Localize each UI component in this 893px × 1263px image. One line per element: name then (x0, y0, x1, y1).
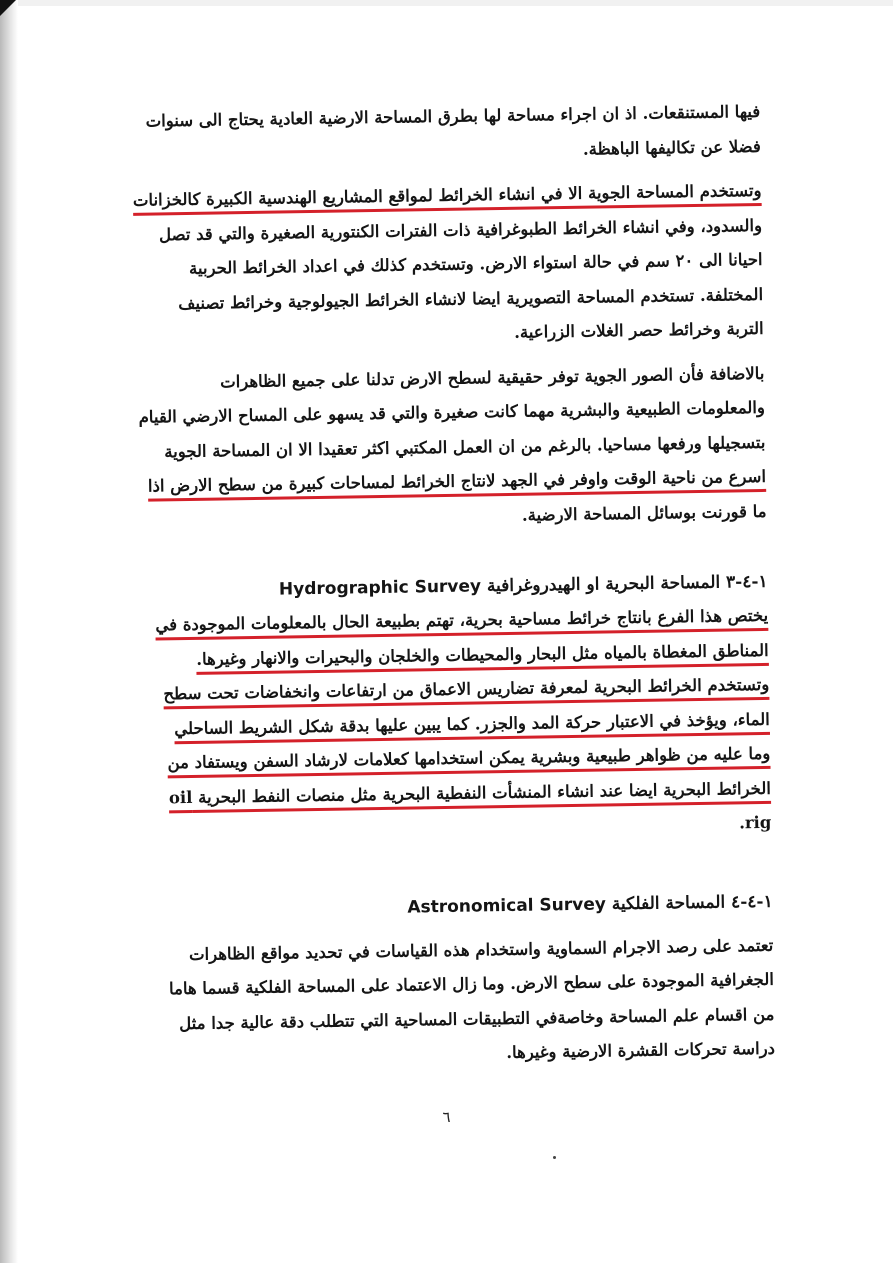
text-line: المختلفة. تستخدم المساحة التصويرية ايضا لانشاء الخرائط الجيولوجية وخرائط تصنيف (178, 284, 764, 313)
paragraph-hydro-definition (126, 599, 769, 678)
scan-corner-mark (0, 0, 16, 16)
document-page (118, 95, 775, 1076)
text-line: وتستخدم الخرائط البحرية لمعرفة تضاريس الاعماق من ارتفاعات وانخفاضات تحت سطح (163, 674, 770, 704)
section-title-ar: المساحة البحرية او الهيدروغرافية (486, 572, 721, 597)
section-title-en: Hydrographic Survey (278, 576, 482, 600)
text-line: وما عليه من ظواهر طبيعية وبشرية يمكن استخدامها كعلامات لارشاد السفن ويستفاد من (167, 743, 771, 773)
text-line: فيها المستنقعات. اذ ان اجراء مساحة لها بطرق المساحة الارضية العادية يحتاج الى سنوات (145, 101, 761, 131)
text-line: المناطق المغطاة بالمياه مثل البحار والمحيطات والخلجان والبحيرات والانهار وغيرها. (196, 640, 769, 669)
text-line: الخرائط البحرية ايضا عند انشاء المنشأت النفطية البحرية مثل منصات النفط البحرية oil (168, 778, 771, 807)
text-line: الماء، ويؤخذ في الاعتبار حركة المد والجزر. كما يبين عليها بدقة شكل الشريط الساحلي (174, 709, 770, 738)
text-line: والسدود، وفي انشاء الخرائط الطبوغرافية ذات الفترات الكنتورية الصغيرة والتي قد تصل (158, 215, 763, 244)
scan-speck (553, 1156, 556, 1159)
text-line: من اقسام علم المساحة وخاصةفي التطبيقات المساحية التي تتطلب دقة عالية جدا مثل (179, 1004, 775, 1033)
section-number: ١-٤-٣ (725, 571, 768, 593)
text-line: فضلا عن تكاليفها الباهظة. (582, 136, 761, 159)
section-title-ar: المساحة الفلكية (611, 892, 726, 914)
scan-left-edge (0, 0, 18, 1263)
paragraph-astronomical (131, 928, 775, 1076)
page-number: ٦ (442, 1108, 451, 1126)
text-line: ما قورنت بوسائل المساحة الارضية. (521, 501, 767, 525)
paragraph-aerial-uses (119, 174, 764, 357)
paragraph-aerial-photos (122, 356, 767, 539)
text-line: يختص هذا الفرع بانتاج خرائط مساحية بحرية، تهتم بطبيعة الحال بالمعلومات الموجودة في (155, 605, 769, 635)
text-line: بالاضافة فأن الصور الجوية توفر حقيقية لسطح الارض تدلنا على جميع الظاهرات (219, 363, 765, 391)
text-line: اسرع من ناحية الوقت واوفر في الجهد لانتاج الخرائط لمساحات كبيرة من سطح الارض اذا (147, 466, 767, 496)
text-line: الجغرافية الموجودة على سطح الارض. وما زال الاعتماد على المساحة الفلكية قسما هاما (168, 969, 775, 999)
text-line: تعتمد على رصد الاجرام السماوية واستخدام هذه القياسات في تحديد مواقع الظاهرات (188, 935, 774, 964)
paragraph-hydro-uses (127, 668, 772, 851)
text-line: دراسة تحركات القشرة الارضية وغيرها. (506, 1038, 776, 1063)
paragraph-swamps (118, 95, 761, 174)
section-title-en: Astronomical Survey (407, 893, 607, 918)
text-line: احيانا الى ٢٠ سم في حالة استواء الارض. وتستخدم كذلك في اعداد الخرائط الحربية (188, 249, 763, 278)
scan-top-edge (0, 0, 893, 6)
text-line: وتستخدم المساحة الجوية الا في انشاء الخرائط لمواقع المشاريع الهندسية الكبيرة كالخزانات (132, 180, 762, 210)
text-line: التربة وخرائط حصر الغلات الزراعية. (514, 318, 764, 342)
text-line: والمعلومات الطبيعية والبشرية مهما كانت صغيرة والتي قد يسهو على المساح الارضي القيام (138, 397, 766, 427)
section-number: ١-٤-٤ (730, 891, 773, 913)
text-line: بتسجيلها ورفعها مساحيا. بالرغم من ان العمل المكتبي اكثر تعقيدا الا ان المساحة الجوية (164, 432, 766, 461)
text-line: rig. (738, 812, 772, 833)
